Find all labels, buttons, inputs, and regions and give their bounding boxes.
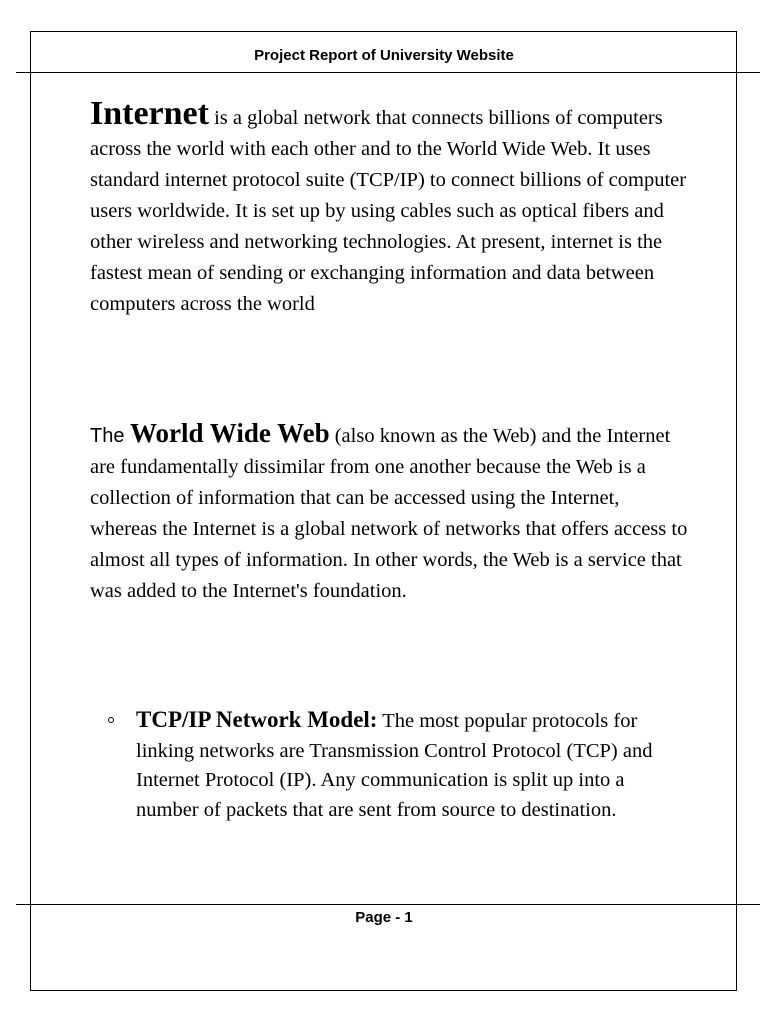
list-item-body: The most popular protocols for linking networks are Transmission Control Protocol (TCP) and Internet Protocol (IP). Any communication is split up into a number of packets that are sent from source to destination. [136,710,653,821]
list-item-text [136,705,688,825]
header-divider [16,72,760,73]
paragraph-internet [90,95,690,320]
paragraph-lead-term: World Wide Web [130,418,330,448]
page-number: Page - 1 [355,909,413,926]
paragraph-lead-term: Internet [90,95,209,132]
footer-divider [16,904,760,905]
paragraph-world-wide-web [90,418,690,607]
page-header-title: Project Report of University Website [254,47,514,64]
paragraph-body: (also known as the Web) and the Internet are fundamentally dissimilar from one another because the Web is a collection of information that can be accessed using the Internet, whereas the Internet is a global network of networks that offers access to almost all types of information. In other words, the Web is a service that was added to the Internet's foundation. [90,425,688,602]
list-item-heading: TCP/IP Network Model: [136,707,378,732]
paragraph-body: is a global network that connects billions of computers across the world with each other and to the World Wide Web. It uses standard internet protocol suite (TCP/IP) to connect billions of computer users worldwide. It is set up by using cables such as optical fibers and other wireless and networking technologies. At present, internet is the fastest mean of sending or exchanging information and data between computers across the world [90,107,687,315]
hollow-bullet-icon [108,717,114,723]
paragraph-prefix: The [90,425,131,447]
